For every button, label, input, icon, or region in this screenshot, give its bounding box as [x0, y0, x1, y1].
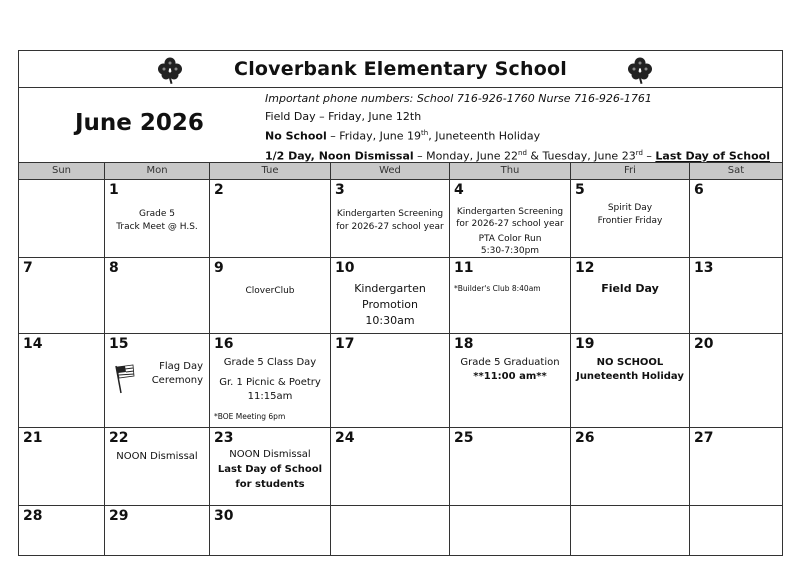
no-school-note — [265, 125, 770, 145]
day-cell-24 — [331, 428, 450, 506]
day-number: 17 — [335, 336, 355, 352]
weekday-mon: Mon — [105, 163, 210, 179]
day-cell-3 — [331, 180, 450, 258]
day-number: 30 — [214, 508, 234, 524]
weekday-sun: Sun — [19, 163, 105, 179]
day-number: 8 — [109, 260, 119, 276]
day-number: 18 — [454, 336, 474, 352]
weekday-tue: Tue — [210, 163, 331, 179]
day-cell-22 — [105, 428, 210, 506]
day-number: 22 — [109, 430, 129, 446]
event-text: for 2026-27 school year — [456, 219, 564, 229]
day-cell-27 — [690, 428, 782, 506]
day-cell-empty — [19, 180, 105, 258]
event-text: 11:15am — [247, 391, 293, 402]
event-text: 10:30am — [365, 314, 415, 327]
weekday-fri: Fri — [571, 163, 690, 179]
day-cell-8 — [105, 258, 210, 334]
day-number: 11 — [454, 260, 474, 276]
event-text: *Builder's Club 8:40am — [454, 284, 541, 293]
last-day-label: Last Day of School — [655, 149, 771, 163]
day-number: 6 — [694, 182, 704, 198]
day-cell-19 — [571, 334, 690, 428]
event-text: Kindergarten — [354, 282, 426, 295]
day-number: 14 — [23, 336, 43, 352]
event-text: CloverClub — [245, 286, 295, 296]
day-number: 26 — [575, 430, 595, 446]
day-number: 5 — [575, 182, 585, 198]
event-text: Juneteenth Holiday — [576, 371, 684, 382]
half-day-note — [265, 145, 770, 165]
event-text: Track Meet @ H.S. — [116, 222, 198, 232]
day-cell-9 — [210, 258, 331, 334]
day-cell-28 — [19, 506, 105, 556]
day-cell-30 — [210, 506, 331, 556]
day-number: 4 — [454, 182, 464, 198]
day-number: 13 — [694, 260, 714, 276]
calendar-grid — [19, 180, 782, 556]
phone-numbers: Important phone numbers: School 716-926-1760 Nurse 716-926-1761 — [265, 92, 652, 105]
day-cell-7 — [19, 258, 105, 334]
day-number: 7 — [23, 260, 33, 276]
no-school-date: – Friday, June 19 — [326, 129, 422, 143]
ordinal-suffix: rd — [635, 149, 643, 158]
calendar-page — [18, 50, 783, 556]
day-cell-1 — [105, 180, 210, 258]
shamrock-icon — [625, 55, 655, 85]
day-number: 23 — [214, 430, 234, 446]
event-text: 5:30-7:30pm — [480, 246, 540, 256]
day-cell-empty — [571, 506, 690, 556]
day-number: 16 — [214, 336, 234, 352]
day-number: 2 — [214, 182, 224, 198]
event-text: Gr. 1 Picnic & Poetry — [219, 377, 321, 388]
important-info — [265, 90, 770, 165]
event-text: Flag Day — [159, 361, 203, 372]
event-text: Grade 5 — [138, 209, 176, 219]
half-day-date2: & Tuesday, June 23 — [526, 149, 636, 163]
info-bar — [19, 88, 782, 163]
weekday-thu: Thu — [450, 163, 571, 179]
event-text: *BOE Meeting 6pm — [214, 412, 286, 421]
day-cell-23 — [210, 428, 331, 506]
day-number: 19 — [575, 336, 595, 352]
half-day-date1: – Monday, June 22 — [413, 149, 519, 163]
day-cell-empty — [450, 506, 571, 556]
day-cell-5 — [571, 180, 690, 258]
month-title: June 2026 — [75, 110, 204, 136]
weekday-header — [19, 163, 782, 180]
day-cell-12 — [571, 258, 690, 334]
day-cell-13 — [690, 258, 782, 334]
american-flag-icon — [113, 364, 135, 394]
school-name: Cloverbank Elementary School — [234, 58, 567, 80]
field-day-note: Field Day – Friday, June 12th — [265, 109, 422, 123]
no-school-reason: , Juneteenth Holiday — [428, 129, 541, 143]
day-cell-10 — [331, 258, 450, 334]
day-number: 15 — [109, 336, 129, 352]
no-school-label: No School — [265, 129, 327, 143]
day-cell-6 — [690, 180, 782, 258]
day-number: 29 — [109, 508, 129, 524]
event-text: NOON Dismissal — [229, 449, 311, 460]
day-number: 21 — [23, 430, 43, 446]
day-cell-empty — [690, 506, 782, 556]
event-text: Frontier Friday — [597, 216, 663, 226]
day-cell-15 — [105, 334, 210, 428]
ordinal-suffix: th — [421, 129, 429, 137]
day-cell-empty — [331, 506, 450, 556]
day-cell-18 — [450, 334, 571, 428]
event-text: Promotion — [362, 298, 418, 311]
event-text: Kindergarten Screening — [336, 209, 444, 219]
day-cell-25 — [450, 428, 571, 506]
half-day-label: 1/2 Day, Noon Dismissal — [265, 149, 414, 163]
day-number: 27 — [694, 430, 714, 446]
day-cell-11 — [450, 258, 571, 334]
day-cell-4 — [450, 180, 571, 258]
day-cell-14 — [19, 334, 105, 428]
event-text: NOON Dismissal — [116, 451, 198, 462]
weekday-wed: Wed — [331, 163, 450, 179]
event-text: Field Day — [601, 282, 659, 295]
event-text: Ceremony — [151, 375, 203, 386]
dash: – — [642, 149, 656, 163]
day-cell-26 — [571, 428, 690, 506]
day-cell-21 — [19, 428, 105, 506]
shamrock-icon — [155, 55, 185, 85]
event-text: NO SCHOOL — [596, 357, 664, 368]
event-text: for 2026-27 school year — [336, 222, 444, 232]
day-cell-16 — [210, 334, 331, 428]
event-text: **11:00 am** — [473, 371, 547, 382]
event-text: Grade 5 Class Day — [223, 357, 317, 368]
day-number: 20 — [694, 336, 714, 352]
event-text: Last Day of School — [217, 464, 323, 475]
day-number: 12 — [575, 260, 595, 276]
day-cell-17 — [331, 334, 450, 428]
event-text: Grade 5 Graduation — [460, 357, 560, 368]
ordinal-suffix: nd — [518, 149, 527, 158]
day-number: 9 — [214, 260, 224, 276]
day-number: 1 — [109, 182, 119, 198]
day-cell-20 — [690, 334, 782, 428]
day-number: 3 — [335, 182, 345, 198]
weekday-sat: Sat — [727, 165, 745, 176]
day-cell-2 — [210, 180, 331, 258]
event-text: Kindergarten Screening — [456, 207, 564, 217]
day-cell-29 — [105, 506, 210, 556]
event-text: Spirit Day — [607, 203, 653, 213]
event-text: for students — [235, 479, 305, 490]
title-bar — [19, 51, 782, 88]
day-number: 10 — [335, 260, 355, 276]
day-number: 25 — [454, 430, 474, 446]
day-number: 28 — [23, 508, 43, 524]
event-text: PTA Color Run — [478, 234, 542, 244]
day-number: 24 — [335, 430, 355, 446]
